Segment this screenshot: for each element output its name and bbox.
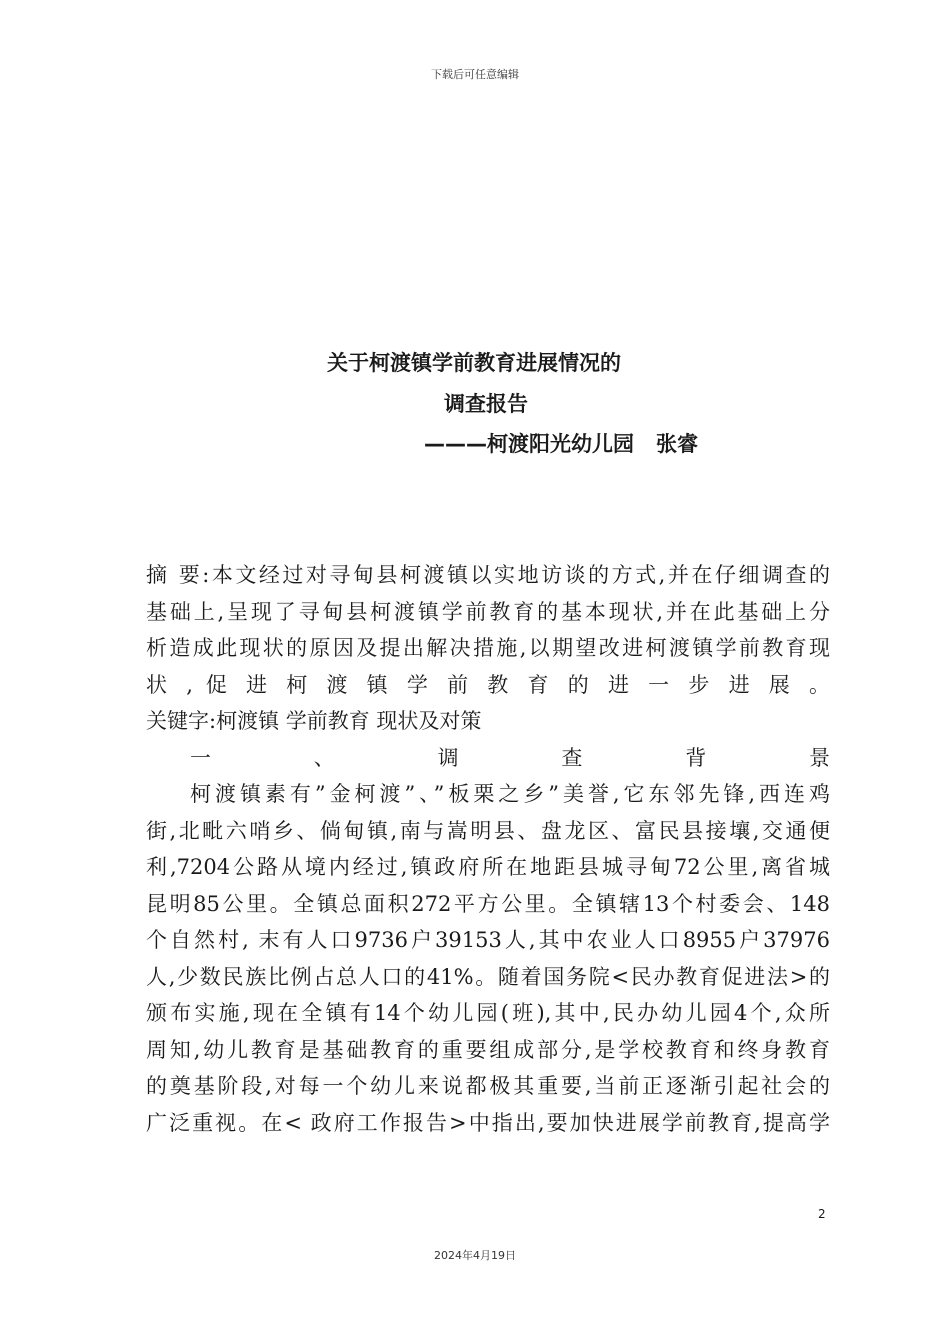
abstract-line: 状 , 促 进 柯 渡 镇 学 前 教 育 的 进 一 步 进 展 。 — [146, 672, 830, 697]
author-name: 张睿 — [656, 432, 698, 456]
title-line-1: 关于柯渡镇学前教育进展情况的 — [327, 351, 621, 375]
paragraph-line: 柯渡镇素有”金柯渡”、”板栗之乡”美誉,它东邻先锋,西连鸡 — [190, 782, 830, 806]
paragraph-line: 街,北毗六哨乡、倘甸镇,南与嵩明县、盘龙区、富民县接壤,交通便 — [146, 818, 830, 843]
paragraph-line: 人,少数民族比例占总人口的41%。随着国务院<民办教育促进法>的 — [146, 964, 830, 989]
page-footer-date: 2024年4月19日 — [434, 1249, 516, 1262]
paragraph-line: 昆明85公里。全镇总面积272平方公里。全镇辖13个村委会、148 — [146, 891, 830, 916]
paragraph-line: 利,7204公路从境内经过,镇政府所在地距县城寻甸72公里,离省城 — [146, 855, 830, 879]
keywords: 关键字:柯渡镇 学前教育 现状及对策 — [146, 709, 482, 733]
section-heading: 一 、 调 查 背 景 — [190, 745, 830, 770]
paragraph-line: 的奠基阶段,对每一个幼儿来说都极其重要,当前正逐渐引起社会的 — [146, 1074, 830, 1098]
paragraph-line: 颁布实施,现在全镇有14个幼儿园(班),其中,民办幼儿园4个,众所 — [146, 1001, 830, 1025]
page-number: 2 — [818, 1207, 826, 1221]
abstract-line: 摘 要:本文经过对寻甸县柯渡镇以实地访谈的方式,并在仔细调查的 — [146, 563, 830, 587]
paragraph-line: 个自然村, 末有人口9736户39153人,其中农业人口8955户37976 — [146, 928, 830, 952]
abstract-line: 基础上,呈现了寻甸县柯渡镇学前教育的基本现状,并在此基础上分 — [146, 599, 830, 624]
paragraph-line: 广泛重视。在< 政府工作报告>中指出,要加快进展学前教育,提高学 — [146, 1110, 830, 1135]
title-line-2: 调查报告 — [444, 392, 528, 416]
author-affiliation: ———柯渡阳光幼儿园 — [424, 432, 634, 456]
paragraph-line: 周知,幼儿教育是基础教育的重要组成部分,是学校教育和终身教育 — [146, 1037, 830, 1062]
page-header: 下载后可任意编辑 — [431, 68, 519, 81]
document-body — [146, 557, 830, 1141]
author-line — [424, 428, 698, 458]
abstract-line: 析造成此现状的原因及提出解决措施,以期望改进柯渡镇学前教育现 — [146, 636, 830, 660]
